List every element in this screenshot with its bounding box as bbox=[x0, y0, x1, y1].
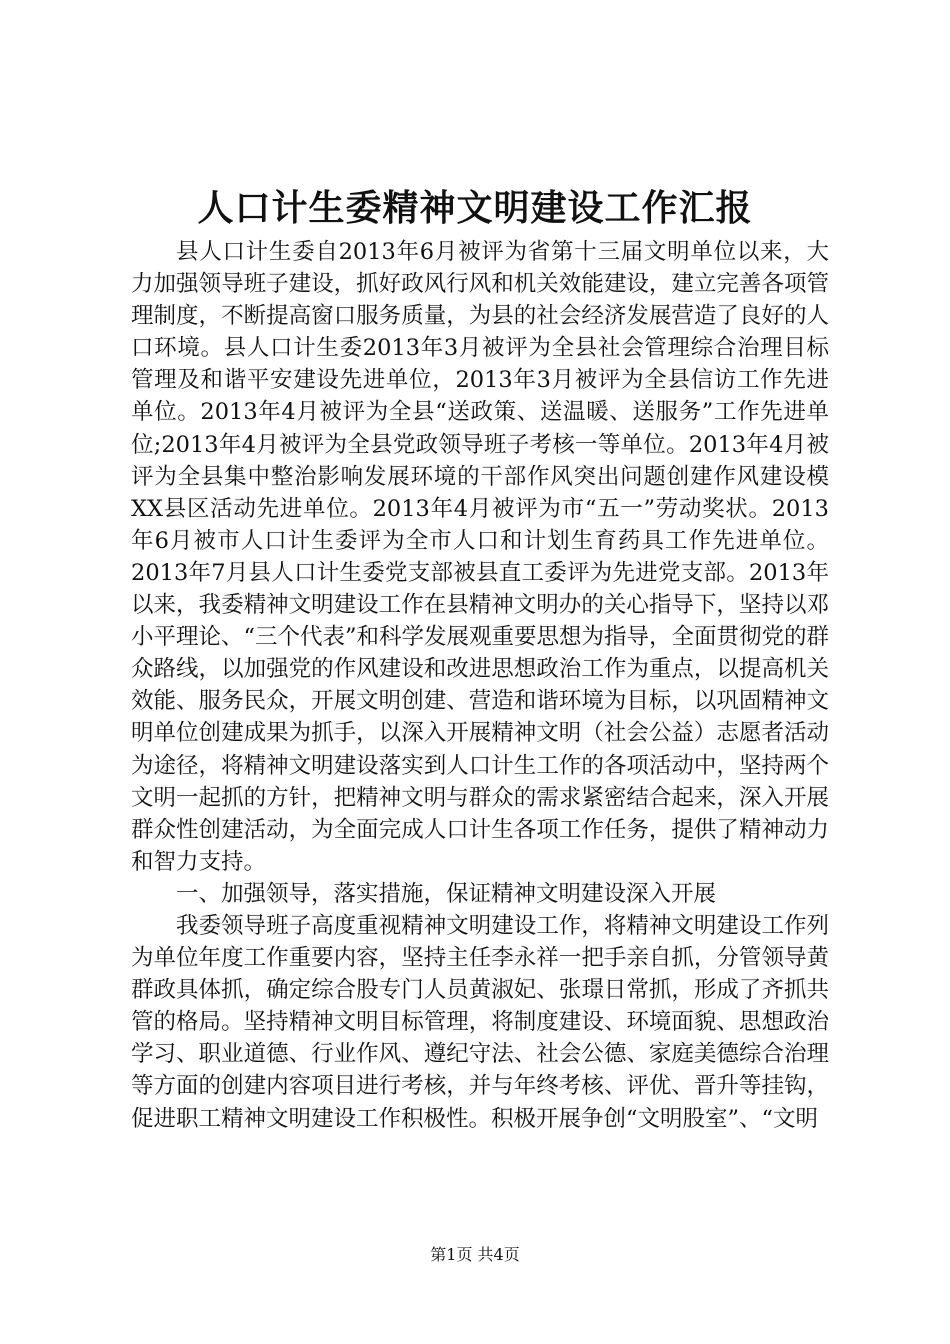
section-1-paragraph: 我委领导班子高度重视精神文明建设工作，将精神文明建设工作列为单位年度工作重要内容，坚持主任李永祥一把手亲自抓，分管领导黄群政具体抓，确定综合股专门人员黄淑妃、张璟日常抓，形成了齐抓共管的格局。坚持精神文明目标管理，将制度建设、环境面貌、思想政治学习、职业道德、行业作风、遵纪守法、社会公德、家庭美德综合治理等方面的创建内容项目进行考核，并与年终考核、评优、晋升等挂钩，促进职工精神文明建设工作积极性。积极开展争创“文明股室”、“文明 bbox=[131, 912, 829, 1132]
intro-paragraph: 县人口计生委自2013年6月被评为省第十三届文明单位以来，大力加强领导班子建设，抓好政风行风和机关效能建设，建立完善各项管理制度，不断提高窗口服务质量，为县的社会经济发展营造了良好的人口环境。县人口计生委2013年3月被评为全县社会管理综合治理目标管理及和谐平安建设先进单位，2013年3月被评为全县信访工作先进单位。2013年4月被评为全县“送政策、送温暖、送服务”工作先进单位;2013年4月被评为全县党政领导班子考核一等单位。2013年4月被评为全县集中整治影响发展环境的干部作风突出问题创建作风建设模XX县区活动先进单位。2013年4月被评为市“五一”劳动奖状。2013年6月被市人口计生委评为全市人口和计划生育药具工作先进单位。2013年7月县人口计生委党支部被县直工委评为先进党支部。2013年以来，我委精神文明建设工作在县精神文明办的关心指导下，坚持以邓小平理论、“三个代表”和科学发展观重要思想为指导，全面贯彻党的群众路线，以加强党的作风建设和改进思想政治工作为重点，以提高机关效能、服务民众，开展文明创建、营造和谐环境为目标，以巩固精神文明单位创建成果为抓手，以深入开展精神文明（社会公益）志愿者活动为途径，将精神文明建设落实到人口计生工作的各项活动中，坚持两个文明一起抓的方针，把精神文明与群众的需求紧密结合起来，深入开展群众性创建活动，为全面完成人口计生各项工作任务，提供了精神动力和智力支持。 bbox=[131, 239, 830, 875]
document-title: 人口计生委精神文明建设工作汇报 bbox=[197, 187, 753, 229]
document-body bbox=[131, 236, 829, 1135]
page-footer: 第1页 共4页 bbox=[430, 1245, 520, 1264]
section-heading-1: 一、加强领导，落实措施，保证精神文明建设深入开展 bbox=[176, 880, 717, 907]
